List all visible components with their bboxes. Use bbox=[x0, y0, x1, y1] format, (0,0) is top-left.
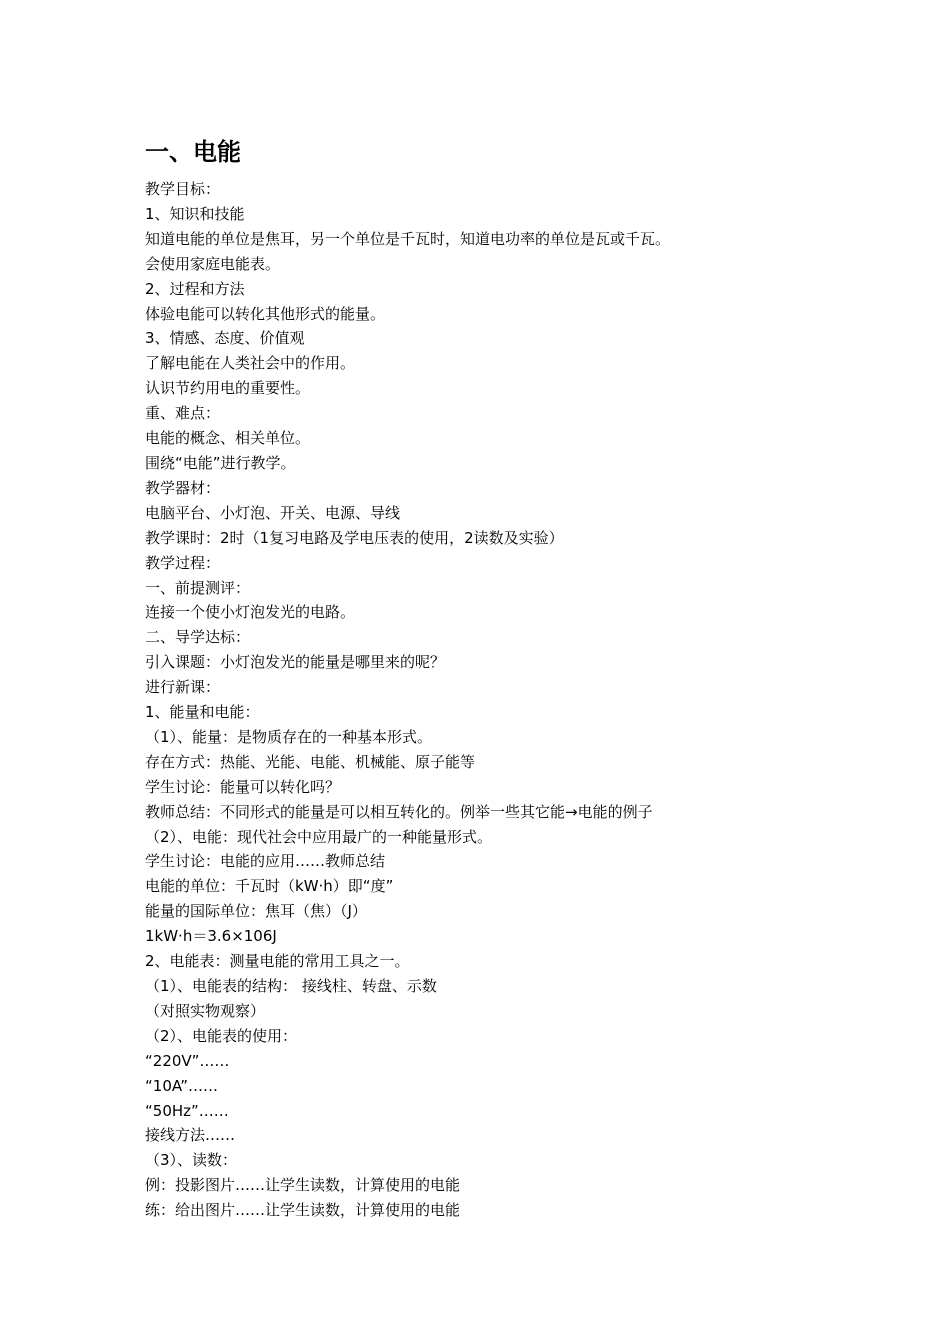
text-line: 教学器材： bbox=[145, 478, 221, 497]
text-line: 存在方式：热能、光能、电能、机械能、原子能等 bbox=[145, 752, 476, 771]
text-line: “10A”…… bbox=[145, 1076, 219, 1095]
text-line: 体验电能可以转化其他形式的能量。 bbox=[145, 304, 386, 323]
text-line: 一、前提测评： bbox=[145, 578, 251, 597]
text-line: 进行新课： bbox=[145, 678, 221, 697]
text-line: 能量的国际单位：焦耳（焦）（J） bbox=[145, 902, 367, 921]
text-line: 知道电能的单位是焦耳，另一个单位是千瓦时，知道电功率的单位是瓦或千瓦。 bbox=[145, 229, 671, 248]
text-line: 1、能量和电能： bbox=[145, 703, 260, 722]
text-line: 了解电能在人类社会中的作用。 bbox=[145, 354, 356, 373]
text-line: 连接一个使小灯泡发光的电路。 bbox=[145, 603, 356, 622]
text-line: 教学目标： bbox=[145, 180, 221, 198]
text-line: 2、电能表：测量电能的常用工具之一。 bbox=[145, 952, 410, 971]
document-body bbox=[145, 135, 825, 1223]
text-line: 教学课时：2时（1复习电路及学电压表的使用，2读数及实验） bbox=[145, 528, 564, 547]
text-line: 1kW·h＝3.6×106J bbox=[145, 927, 277, 946]
text-line: 3、情感、态度、价值观 bbox=[145, 329, 305, 348]
text-line: （2）、电能：现代社会中应用最广的一种能量形式。 bbox=[145, 827, 493, 846]
text-line: 围绕“电能”进行教学。 bbox=[145, 453, 296, 472]
text-line: 学生讨论：能量可以转化吗？ bbox=[145, 777, 341, 796]
text-line: 教学过程： bbox=[145, 553, 221, 572]
text-line: （对照实物观察） bbox=[145, 1001, 266, 1020]
text-line: （1）、电能表的结构： 接线柱、转盘、示数 bbox=[145, 977, 437, 995]
text-line: 引入课题：小灯泡发光的能量是哪里来的呢？ bbox=[145, 653, 446, 672]
text-line: 电能的概念、相关单位。 bbox=[145, 429, 311, 448]
text-line: “50Hz”…… bbox=[145, 1101, 229, 1120]
text-line: 重、难点： bbox=[145, 404, 221, 423]
text-line: 会使用家庭电能表。 bbox=[145, 254, 281, 273]
text-line: 例：投影图片……让学生读数，计算使用的电能 bbox=[145, 1176, 461, 1195]
text-line: 二、导学达标： bbox=[145, 628, 251, 647]
text-line: 教师总结：不同形式的能量是可以相互转化的。例举一些其它能→电能的例子 bbox=[145, 802, 653, 821]
document-title: 一、电能 bbox=[145, 138, 241, 166]
text-line: 2、过程和方法 bbox=[145, 279, 245, 298]
text-line: 电脑平台、小灯泡、开关、电源、导线 bbox=[145, 503, 401, 522]
text-line: （1）、能量：是物质存在的一种基本形式。 bbox=[145, 727, 433, 746]
text-line: 学生讨论：电能的应用……教师总结 bbox=[145, 852, 386, 871]
text-line: 认识节约用电的重要性。 bbox=[145, 379, 311, 398]
text-line: （3）、读数： bbox=[145, 1151, 238, 1170]
text-line: “220V”…… bbox=[145, 1051, 230, 1070]
text-line: 练：给出图片……让学生读数，计算使用的电能 bbox=[145, 1201, 461, 1220]
document-lines bbox=[145, 177, 825, 1223]
text-line: 电能的单位：千瓦时（kW·h）即“度” bbox=[145, 877, 394, 896]
text-line: 接线方法…… bbox=[145, 1126, 236, 1145]
text-line: 1、知识和技能 bbox=[145, 204, 245, 223]
text-line: （2）、电能表的使用： bbox=[145, 1026, 298, 1045]
